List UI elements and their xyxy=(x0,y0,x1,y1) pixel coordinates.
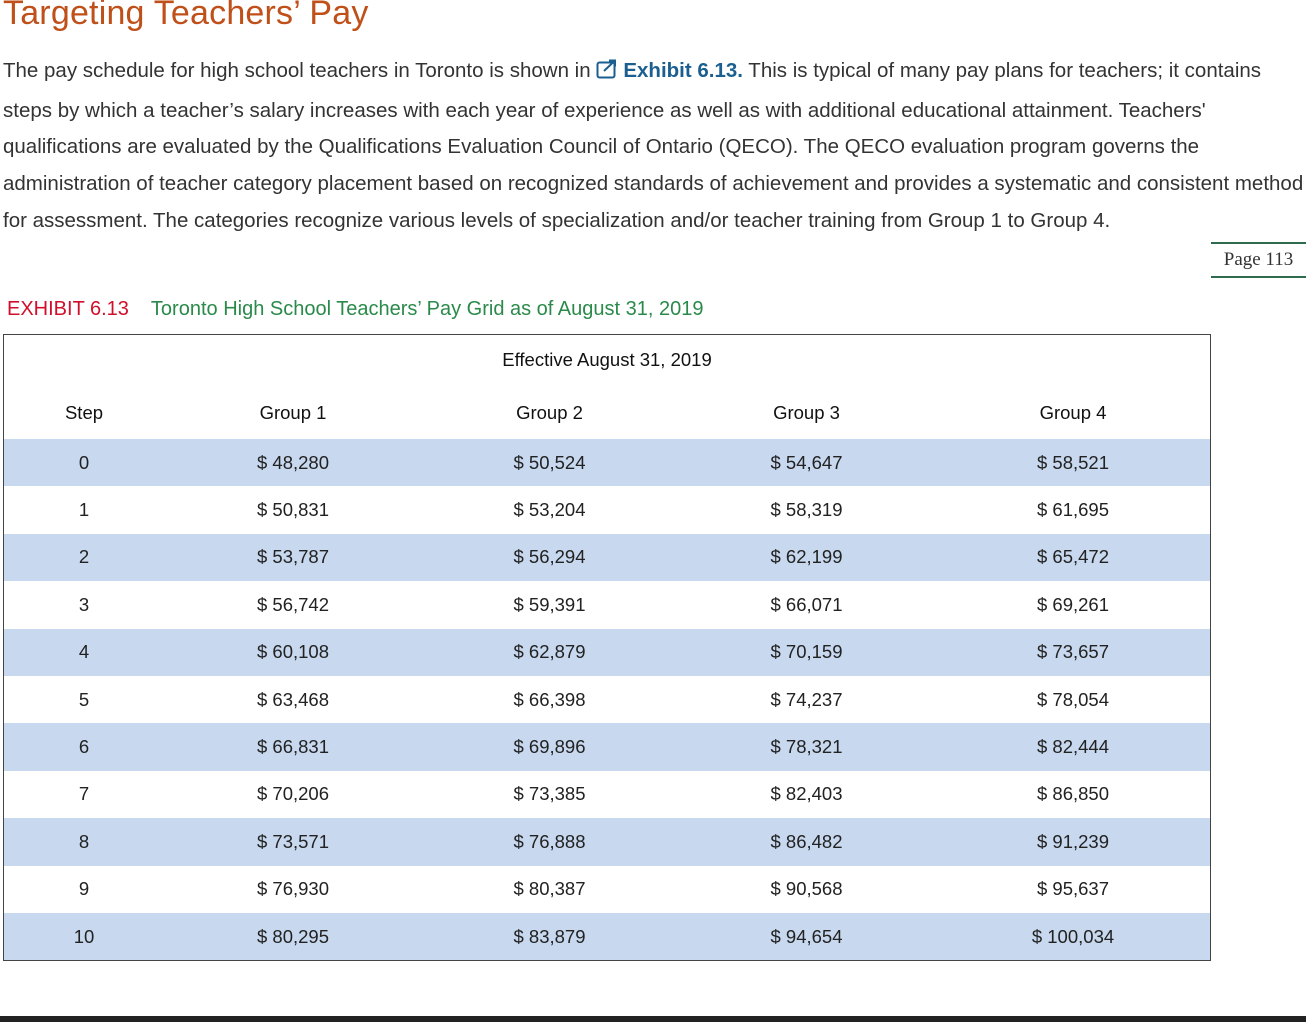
pay-grid-table xyxy=(3,334,1211,961)
salary-cell: $ 73,385 xyxy=(513,783,586,805)
step-cell: 6 xyxy=(78,736,90,758)
salary-cell: $ 80,387 xyxy=(513,878,586,900)
page-marker: Page 113 xyxy=(1211,242,1306,278)
step-cell: 1 xyxy=(78,499,90,521)
table-row xyxy=(4,534,1210,581)
salary-cell: $ 76,888 xyxy=(513,830,586,852)
salary-cell: $ 74,237 xyxy=(770,688,843,710)
salary-cell: $ 73,571 xyxy=(256,830,329,852)
step-cell: 9 xyxy=(78,878,90,900)
salary-cell: $ 58,521 xyxy=(1036,451,1109,473)
salary-cell: $ 66,398 xyxy=(513,688,586,710)
salary-cell: $ 90,568 xyxy=(770,878,843,900)
salary-cell: $ 73,657 xyxy=(1036,641,1109,663)
salary-cell: $ 50,524 xyxy=(513,451,586,473)
table-row xyxy=(4,439,1210,486)
step-cell: 3 xyxy=(78,593,90,615)
salary-cell: $ 76,930 xyxy=(256,878,329,900)
salary-cell: $ 82,444 xyxy=(1036,736,1109,758)
salary-cell: $ 63,468 xyxy=(256,688,329,710)
step-cell: 4 xyxy=(78,641,90,663)
salary-cell: $ 78,054 xyxy=(1036,688,1109,710)
column-header-group-2: Group 2 xyxy=(516,402,583,423)
exhibit-link[interactable] xyxy=(596,59,743,82)
salary-cell: $ 53,204 xyxy=(513,499,586,521)
column-header-group-1: Group 1 xyxy=(259,402,327,423)
exhibit-title: Toronto High School Teachers’ Pay Grid as of August 31, 2019 xyxy=(150,298,704,320)
exhibit-link-label: Exhibit 6.13. xyxy=(623,59,743,82)
column-header-step: Step xyxy=(64,402,104,423)
salary-cell: $ 82,403 xyxy=(770,783,843,805)
salary-cell: $ 65,472 xyxy=(1036,546,1109,568)
table-header-row xyxy=(4,387,1210,439)
table-row xyxy=(4,818,1210,865)
intro-paragraph xyxy=(3,53,1306,240)
salary-cell: $ 94,654 xyxy=(770,925,843,947)
salary-cell: $ 54,647 xyxy=(770,451,843,473)
step-cell: 8 xyxy=(78,830,90,852)
table-row xyxy=(4,676,1210,723)
salary-cell: $ 48,280 xyxy=(256,451,329,473)
column-header-group-3: Group 3 xyxy=(773,402,840,423)
exhibit-caption xyxy=(7,298,703,321)
salary-cell: $ 56,294 xyxy=(513,546,586,568)
table-effective-date: Effective August 31, 2019 xyxy=(502,349,712,370)
salary-cell: $ 100,034 xyxy=(1031,925,1115,947)
salary-cell: $ 69,896 xyxy=(513,736,586,758)
salary-cell: $ 83,879 xyxy=(513,925,586,947)
exhibit-number: EXHIBIT 6.13 xyxy=(7,298,129,320)
salary-cell: $ 53,787 xyxy=(256,546,329,568)
bottom-divider-bar xyxy=(0,1016,1306,1022)
salary-cell: $ 70,206 xyxy=(256,783,329,805)
intro-text-after-link: This is typical of many pay plans for teachers; it contains steps by which a teacher’s salary increases with each year of experience as well as with additional educational attainment. Teachers' qualifications are evaluated by the Qualifications Evaluation Council of Ontario (QECO). The QECO evaluation program governs the administration of teacher category placement based on recognized standards of achievement and provides a systematic and consistent method for assessment. The categories recognize various levels of specialization and/or teacher training from Group 1 to Group 4. xyxy=(3,59,1304,232)
step-cell: 5 xyxy=(78,688,90,710)
table-row xyxy=(4,629,1210,676)
salary-cell: $ 62,199 xyxy=(770,546,843,568)
salary-cell: $ 70,159 xyxy=(770,641,843,663)
table-row xyxy=(4,723,1210,770)
table-row xyxy=(4,913,1210,960)
salary-cell: $ 66,071 xyxy=(770,593,843,615)
step-cell: 7 xyxy=(78,783,90,805)
salary-cell: $ 61,695 xyxy=(1036,499,1109,521)
salary-cell: $ 80,295 xyxy=(256,925,329,947)
salary-cell: $ 78,321 xyxy=(770,736,843,758)
step-cell: 2 xyxy=(78,546,90,568)
table-row xyxy=(4,581,1210,628)
salary-cell: $ 91,239 xyxy=(1036,830,1109,852)
salary-cell: $ 69,261 xyxy=(1036,593,1109,615)
salary-cell: $ 66,831 xyxy=(256,736,329,758)
table-body xyxy=(4,439,1210,960)
salary-cell: $ 95,637 xyxy=(1036,878,1109,900)
salary-cell: $ 62,879 xyxy=(513,641,586,663)
intro-text-before-link: The pay schedule for high school teachers in Toronto is shown in xyxy=(3,59,597,82)
step-cell: 10 xyxy=(73,925,95,947)
external-link-icon xyxy=(596,56,620,93)
table-row xyxy=(4,866,1210,913)
section-title: Targeting Teachers’ Pay xyxy=(3,0,369,32)
salary-cell: $ 58,319 xyxy=(770,499,843,521)
column-header-group-4: Group 4 xyxy=(1039,402,1107,423)
salary-cell: $ 50,831 xyxy=(256,499,329,521)
step-cell: 0 xyxy=(78,451,90,473)
salary-cell: $ 56,742 xyxy=(256,593,329,615)
salary-cell: $ 60,108 xyxy=(256,641,329,663)
salary-cell: $ 86,850 xyxy=(1036,783,1109,805)
table-row xyxy=(4,771,1210,818)
salary-cell: $ 86,482 xyxy=(770,830,843,852)
salary-cell: $ 59,391 xyxy=(513,593,586,615)
table-row xyxy=(4,486,1210,533)
